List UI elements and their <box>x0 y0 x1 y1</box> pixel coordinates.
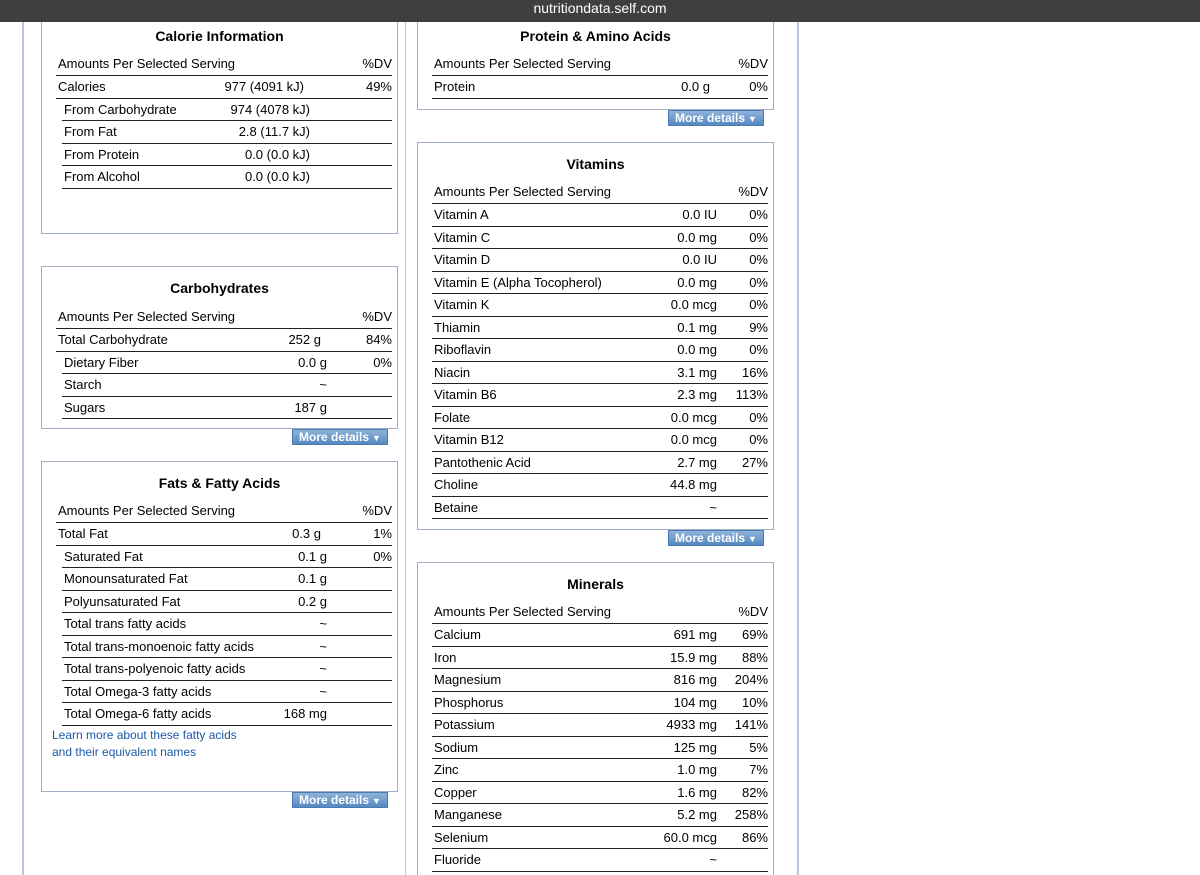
nutrient-name: Total trans fatty acids <box>64 616 187 631</box>
nutrient-name: Fluoride <box>434 852 481 867</box>
table-row <box>62 166 392 189</box>
nutrient-amount: 0.0 g <box>298 354 327 370</box>
header-dv-label: %DV <box>362 56 392 71</box>
nutrient-dv: 82% <box>741 784 768 800</box>
nutrient-amount: 0.0 (0.0 kJ) <box>244 169 310 184</box>
nutrient-amount: ~ <box>709 852 717 867</box>
nutrient-dv: 0% <box>373 354 392 370</box>
table-row <box>62 546 392 569</box>
nutrient-amount: ~ <box>319 683 327 699</box>
nutrient-amount: 15.9 mg <box>670 649 717 665</box>
url-text: nutritiondata.self.com <box>533 0 667 16</box>
nutrient-amount: ~ <box>319 638 327 654</box>
calorie-info-title: Calorie Information <box>155 28 284 44</box>
nutrient-name: Selenium <box>434 829 489 845</box>
protein-more-details-button[interactable] <box>668 110 764 126</box>
nutrient-amount: ~ <box>319 377 327 392</box>
table-row <box>62 121 392 144</box>
nutrient-amount: 977 (4091 kJ) <box>224 79 304 94</box>
nutrient-amount: 4933 mg <box>666 717 717 732</box>
nutrient-dv: 49% <box>365 79 392 94</box>
nutrient-name: Monounsaturated Fat <box>64 571 188 586</box>
table-row <box>432 849 768 872</box>
carbs-more-details-button[interactable] <box>292 429 388 445</box>
nutrient-amount: 44.8 mg <box>670 477 717 492</box>
nutrient-name: Starch <box>64 377 102 392</box>
browser-url-bar[interactable] <box>0 0 1200 22</box>
nutrient-name: Riboflavin <box>434 342 492 357</box>
nutrient-dv: 7% <box>749 762 768 777</box>
nutrient-name: From Fat <box>64 124 117 139</box>
nutrient-dv: 0% <box>749 79 768 94</box>
nutrient-name: Niacin <box>434 364 471 380</box>
table-row <box>432 429 768 452</box>
nutrient-amount: 0.2 g <box>298 593 327 609</box>
vitamins-panel <box>417 142 774 530</box>
minerals-title: Minerals <box>567 576 624 592</box>
table-row <box>432 647 768 670</box>
middle-column-line <box>405 22 406 875</box>
header-dv-label: %DV <box>362 309 392 324</box>
nutrient-amount: 0.0 (0.0 kJ) <box>244 146 310 162</box>
nutrient-dv: 0% <box>749 297 768 312</box>
nutrient-amount: 0.0 IU <box>682 252 717 267</box>
table-row <box>432 452 768 475</box>
carbohydrates-panel <box>41 266 398 429</box>
table-row <box>432 669 768 692</box>
nutrient-amount: 0.1 g <box>298 571 327 586</box>
nutrient-amount: 2.3 mg <box>677 387 717 402</box>
triangle-down-icon: ▼ <box>748 534 757 544</box>
nutrient-amount: 252 g <box>288 332 321 347</box>
table-row <box>62 658 392 681</box>
table-row <box>432 272 768 295</box>
nutrient-name: Total Omega-6 fatty acids <box>64 706 212 721</box>
nutrient-dv: 69% <box>741 627 768 642</box>
nutrient-name: Vitamin D <box>434 252 491 267</box>
nutrient-name: From Protein <box>64 146 140 162</box>
table-row <box>432 362 768 385</box>
table-row <box>432 782 768 805</box>
nutrient-name: Copper <box>434 784 477 800</box>
triangle-down-icon: ▼ <box>372 433 381 443</box>
nutrient-dv: 141% <box>734 717 768 732</box>
nutrient-amount: 0.1 g <box>298 548 327 564</box>
nutrient-amount: 0.1 mg <box>677 319 717 335</box>
fatty-acids-link[interactable] <box>52 727 237 761</box>
nutrient-name: Iron <box>434 649 457 665</box>
header-dv-label: %DV <box>362 503 392 518</box>
nutrient-dv: 204% <box>734 672 768 687</box>
table-row <box>62 99 392 122</box>
nutrient-name: Pantothenic Acid <box>434 454 531 470</box>
calorie-info-panel <box>41 22 398 234</box>
nutrient-dv: 0% <box>749 342 768 357</box>
nutrient-name: Folate <box>434 409 471 425</box>
table-row <box>432 497 768 520</box>
nutrient-dv: 86% <box>741 829 768 845</box>
fats-table-header <box>56 500 392 523</box>
table-row <box>432 339 768 362</box>
nutrient-dv: 16% <box>741 364 768 380</box>
nutrient-name: Vitamin A <box>434 207 489 222</box>
carbs-table-header <box>56 306 392 329</box>
table-row <box>432 227 768 250</box>
vitamins-more-details-label: More details <box>675 531 746 545</box>
nutrient-name: Protein <box>434 79 476 94</box>
header-dv-label: %DV <box>738 184 768 199</box>
minerals-panel <box>417 562 774 875</box>
table-row <box>432 407 768 430</box>
nutrient-amount: 974 (4078 kJ) <box>230 101 310 117</box>
table-row <box>62 397 392 420</box>
nutrient-name: Vitamin B12 <box>434 432 504 447</box>
nutrient-dv: 0% <box>749 252 768 267</box>
nutrient-dv: 9% <box>749 319 768 335</box>
vitamins-title: Vitamins <box>566 156 625 172</box>
nutrient-dv: 0% <box>749 207 768 222</box>
nutrient-amount: 691 mg <box>673 627 717 642</box>
nutrient-name: Saturated Fat <box>64 548 143 564</box>
nutrient-dv: 27% <box>741 454 768 470</box>
nutrient-dv: 88% <box>741 649 768 665</box>
table-row <box>62 352 392 375</box>
nutrient-amount: 0.3 g <box>292 526 321 541</box>
nutrient-dv: 5% <box>749 739 768 755</box>
protein-title: Protein & Amino Acids <box>520 28 671 44</box>
nutrient-name: From Carbohydrate <box>64 101 177 117</box>
nutrient-name: Sodium <box>434 739 479 755</box>
nutrient-dv: 10% <box>741 694 768 710</box>
nutrient-amount: 0.0 IU <box>682 207 717 222</box>
nutrient-name: Zinc <box>434 762 459 777</box>
fats-more-details-label: More details <box>299 793 370 807</box>
left-column-line-outer <box>22 22 24 875</box>
nutrient-dv: 1% <box>373 526 392 541</box>
nutrient-amount: 1.6 mg <box>677 784 717 800</box>
nutrient-name: Calcium <box>434 627 481 642</box>
table-row <box>432 249 768 272</box>
nutrient-name: Potassium <box>434 717 495 732</box>
table-row <box>432 474 768 497</box>
fats-more-details-button[interactable] <box>292 792 388 808</box>
nutrient-amount: 0.0 mg <box>677 229 717 245</box>
header-dv-label: %DV <box>738 604 768 619</box>
nutrient-name: Vitamin K <box>434 297 490 312</box>
header-dv-label: %DV <box>738 56 768 71</box>
table-row <box>432 692 768 715</box>
table-row <box>62 681 392 704</box>
nutrient-dv: 0% <box>749 274 768 290</box>
nutrient-name: Total Carbohydrate <box>58 332 168 347</box>
table-row <box>432 759 768 782</box>
header-amount-label: Amounts Per Selected Serving <box>434 56 612 71</box>
header-amount-label: Amounts Per Selected Serving <box>434 184 612 199</box>
nutrient-amount: 104 mg <box>673 694 717 710</box>
nutrient-amount: 187 g <box>294 399 327 415</box>
triangle-down-icon: ▼ <box>748 114 757 124</box>
nutrient-name: Calories <box>58 79 106 94</box>
vitamins-more-details-button[interactable] <box>668 530 764 546</box>
table-row <box>62 703 392 726</box>
nutrient-name: Polyunsaturated Fat <box>64 593 181 609</box>
right-column-line-outer <box>797 22 799 875</box>
nutrient-amount: 0.0 mcg <box>670 297 717 312</box>
nutrient-amount: 0.0 mcg <box>670 432 717 447</box>
carbohydrates-title: Carbohydrates <box>170 280 269 296</box>
table-row <box>432 294 768 317</box>
nutrient-amount: 5.2 mg <box>677 807 717 822</box>
nutrient-name: Vitamin E (Alpha Tocopherol) <box>434 274 602 290</box>
table-row <box>432 204 768 227</box>
nutrient-amount: ~ <box>319 616 327 631</box>
header-amount-label: Amounts Per Selected Serving <box>58 56 236 71</box>
nutrient-name: Magnesium <box>434 672 502 687</box>
nutrient-dv: 0% <box>749 409 768 425</box>
nutrient-dv: 258% <box>734 807 768 822</box>
nutrient-amount: 816 mg <box>673 672 717 687</box>
table-row <box>62 144 392 167</box>
nutrient-amount: 0.0 g <box>681 79 710 94</box>
table-row <box>62 374 392 397</box>
protein-panel <box>417 22 774 110</box>
nutrient-amount: 3.1 mg <box>677 364 717 380</box>
nutrient-amount: 125 mg <box>673 739 717 755</box>
table-row <box>432 804 768 827</box>
nutrient-dv: 84% <box>365 332 392 347</box>
nutrient-name: Phosphorus <box>434 694 504 710</box>
table-row <box>432 384 768 407</box>
table-row <box>432 827 768 850</box>
nutrient-dv: 0% <box>373 548 392 564</box>
nutrient-name: Total Fat <box>58 526 108 541</box>
table-row <box>432 76 768 99</box>
table-row <box>432 317 768 340</box>
fatty-acids-link-line1: Learn more about these fatty acids <box>52 728 237 742</box>
nutrient-amount: 0.0 mg <box>677 274 717 290</box>
protein-table-header <box>432 53 768 76</box>
header-amount-label: Amounts Per Selected Serving <box>434 604 612 619</box>
nutrient-name: Total trans-polyenoic fatty acids <box>64 661 246 676</box>
nutrient-name: Dietary Fiber <box>64 354 139 370</box>
nutrient-amount: 2.7 mg <box>677 454 717 470</box>
triangle-down-icon: ▼ <box>372 796 381 806</box>
nutrient-amount: 0.0 mcg <box>670 409 717 425</box>
calorie-table-header <box>56 53 392 76</box>
nutrient-dv: 113% <box>735 387 768 402</box>
table-row <box>62 613 392 636</box>
table-row <box>56 329 392 352</box>
table-row <box>432 624 768 647</box>
nutrient-amount: 1.0 mg <box>677 762 717 777</box>
nutrient-amount: 168 mg <box>283 706 327 721</box>
carbs-more-details-label: More details <box>299 430 370 444</box>
nutrient-dv: 0% <box>749 229 768 245</box>
protein-more-details-label: More details <box>675 111 746 125</box>
nutrient-name: Total Omega-3 fatty acids <box>64 683 212 699</box>
table-row <box>62 636 392 659</box>
nutrient-name: Vitamin B6 <box>434 387 497 402</box>
table-row <box>62 591 392 614</box>
nutrient-name: Choline <box>434 477 479 492</box>
table-row <box>56 76 392 99</box>
fats-title: Fats & Fatty Acids <box>158 475 281 491</box>
nutrient-amount: 0.0 mg <box>677 342 717 357</box>
nutrient-name: Total trans-monoenoic fatty acids <box>64 638 255 654</box>
nutrient-name: From Alcohol <box>64 169 140 184</box>
nutrient-amount: 60.0 mcg <box>663 829 717 845</box>
nutrient-amount: ~ <box>319 661 327 676</box>
nutrient-name: Betaine <box>434 499 479 515</box>
nutrient-amount: 2.8 (11.7 kJ) <box>238 124 310 139</box>
minerals-table-header <box>432 601 768 624</box>
table-row <box>432 737 768 760</box>
nutrient-dv: 0% <box>749 432 768 447</box>
fats-panel <box>41 461 398 792</box>
header-amount-label: Amounts Per Selected Serving <box>58 503 236 518</box>
nutrient-name: Thiamin <box>434 319 481 335</box>
table-row <box>62 568 392 591</box>
table-row <box>432 714 768 737</box>
table-row <box>56 523 392 546</box>
vitamins-table-header <box>432 181 768 204</box>
header-amount-label: Amounts Per Selected Serving <box>58 309 236 324</box>
nutrient-name: Vitamin C <box>434 229 491 245</box>
nutrient-name: Sugars <box>64 399 106 415</box>
nutrient-name: Manganese <box>434 807 502 822</box>
fatty-acids-link-line2: and their equivalent names <box>52 745 197 759</box>
nutrient-amount: ~ <box>709 499 717 515</box>
